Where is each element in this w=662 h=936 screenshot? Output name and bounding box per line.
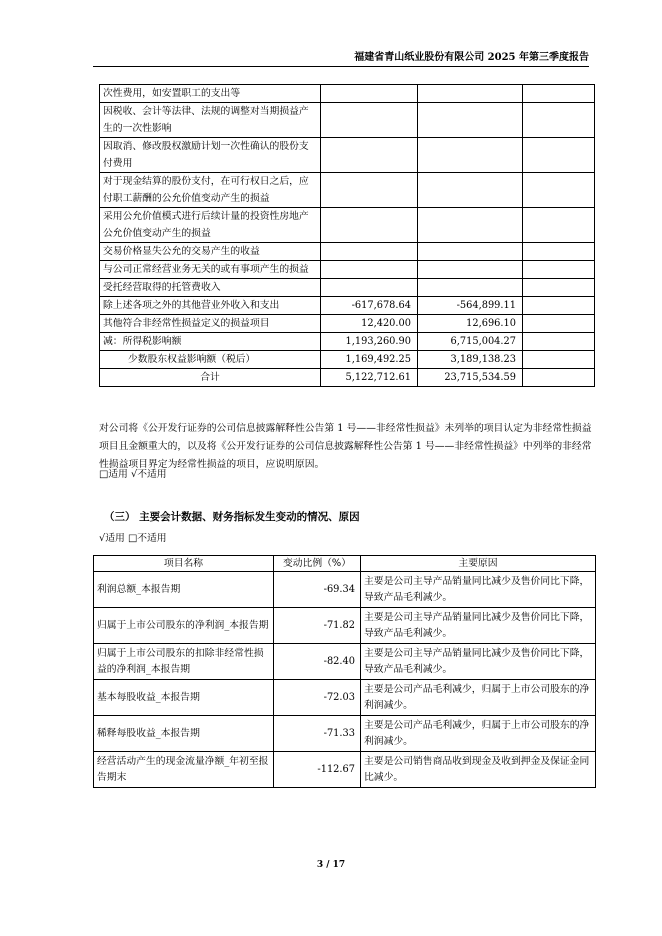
amount-cell (321, 261, 418, 279)
amount-cell (418, 138, 523, 173)
item-label: 少数股东权益影响额（税后） (100, 351, 321, 369)
indicator-name: 稀释每股收益_本报告期 (94, 716, 274, 752)
amount-cell: -564,899.11 (418, 297, 523, 315)
indicator-name: 归属于上市公司股东的扣除非经常性损益的净利润_本报告期 (94, 644, 274, 680)
amount-cell (523, 297, 595, 315)
amount-cell (418, 208, 523, 243)
amount-cell (523, 173, 595, 208)
change-analysis-table (93, 555, 596, 788)
table-row (100, 333, 595, 351)
amount-cell (418, 243, 523, 261)
table-row (100, 351, 595, 369)
amount-cell (418, 261, 523, 279)
amount-cell (523, 243, 595, 261)
table-row (94, 572, 596, 608)
amount-cell: -617,678.64 (321, 297, 418, 315)
amount-cell (418, 279, 523, 297)
column-header: 变动比例（%） (274, 556, 361, 572)
change-ratio: -71.82 (274, 608, 361, 644)
amount-cell (321, 243, 418, 261)
amount-cell (523, 369, 595, 387)
amount-cell: 12,420.00 (321, 315, 418, 333)
indicator-name: 归属于上市公司股东的净利润_本报告期 (94, 608, 274, 644)
explanatory-note: 对公司将《公开发行证券的公司信息披露解释性公告第 1 号——非经常性损益》未列举的项目认定为非经常性损益项目且金额重大的，以及将《公开发行证券的公司信息披露解释性公告第 1 号——非经常性损益》中列举的非经常性损益项目界定为经常性损益的项目，应说明原因。 (99, 423, 592, 470)
table-row (94, 608, 596, 644)
amount-cell: 1,169,492.25 (321, 351, 418, 369)
amount-cell (321, 85, 418, 103)
amount-cell (321, 103, 418, 138)
main-reason: 主要是公司主导产品销量同比减少及售价同比下降，导致产品毛利减少。 (361, 608, 596, 644)
amount-cell (523, 279, 595, 297)
main-reason: 主要是公司主导产品销量同比减少及售价同比下降，导致产品毛利减少。 (361, 572, 596, 608)
change-ratio: -112.67 (274, 752, 361, 788)
amount-cell (523, 103, 595, 138)
table-row (100, 243, 595, 261)
table-row (100, 315, 595, 333)
column-header: 项目名称 (94, 556, 274, 572)
table-row (100, 369, 595, 387)
table-row (100, 208, 595, 243)
main-reason: 主要是公司产品毛利减少，归属于上市公司股东的净利润减少。 (361, 680, 596, 716)
table-row (100, 261, 595, 279)
amount-cell: 5,122,712.61 (321, 369, 418, 387)
amount-cell (523, 85, 595, 103)
table-row (94, 680, 596, 716)
table-header-row (94, 556, 596, 572)
amount-cell (523, 351, 595, 369)
item-label: 其他符合非经常性损益定义的损益项目 (100, 315, 321, 333)
applicable-checkbox-line: √适用 □不适用 (99, 533, 167, 544)
table-row (100, 279, 595, 297)
table-row (100, 85, 595, 103)
amount-cell (523, 315, 595, 333)
item-label: 受托经营取得的托管费收入 (100, 279, 321, 297)
amount-cell (321, 138, 418, 173)
amount-cell: 12,696.10 (418, 315, 523, 333)
amount-cell (321, 173, 418, 208)
table-row (100, 103, 595, 138)
section-title: （三） 主要会计数据、财务指标发生变动的情况、原因 (104, 511, 360, 523)
table-row (100, 297, 595, 315)
page-header: 福建省青山纸业股份有限公司 2025 年第三季度报告 (93, 48, 589, 67)
indicator-name: 基本每股收益_本报告期 (94, 680, 274, 716)
page-number: 3 / 17 (316, 860, 346, 870)
amount-cell: 1,193,260.90 (321, 333, 418, 351)
amount-cell (418, 173, 523, 208)
amount-cell (523, 261, 595, 279)
table-row (94, 752, 596, 788)
change-ratio: -71.33 (274, 716, 361, 752)
item-label: 对于现金结算的股份支付，在可行权日之后，应付职工薪酬的公允价值变动产生的损益 (100, 173, 321, 208)
item-label: 除上述各项之外的其他营业外收入和支出 (100, 297, 321, 315)
amount-cell (418, 103, 523, 138)
item-label: 与公司正常经营业务无关的或有事项产生的损益 (100, 261, 321, 279)
change-ratio: -82.40 (274, 644, 361, 680)
column-header: 主要原因 (361, 556, 596, 572)
amount-cell (321, 279, 418, 297)
amount-cell (418, 85, 523, 103)
item-label: 次性费用，如安置职工的支出等 (100, 85, 321, 103)
amount-cell (321, 208, 418, 243)
amount-cell (523, 333, 595, 351)
indicator-name: 经营活动产生的现金流量净额_年初至报告期末 (94, 752, 274, 788)
change-ratio: -69.34 (274, 572, 361, 608)
amount-cell: 6,715,004.27 (418, 333, 523, 351)
indicator-name: 利润总额_本报告期 (94, 572, 274, 608)
table-row (100, 138, 595, 173)
item-label: 合计 (100, 369, 321, 387)
main-reason: 主要是公司产品毛利减少，归属于上市公司股东的净利润减少。 (361, 716, 596, 752)
amount-cell (523, 138, 595, 173)
item-label: 因税收、会计等法律、法规的调整对当期损益产生的一次性影响 (100, 103, 321, 138)
non-recurring-items-table (99, 84, 595, 387)
amount-cell: 3,189,138.23 (418, 351, 523, 369)
main-reason: 主要是公司销售商品收到现金及收到押金及保证金同比减少。 (361, 752, 596, 788)
item-label: 交易价格显失公允的交易产生的收益 (100, 243, 321, 261)
amount-cell (523, 208, 595, 243)
change-ratio: -72.03 (274, 680, 361, 716)
main-reason: 主要是公司主导产品销量同比减少及售价同比下降，导致产品毛利减少。 (361, 644, 596, 680)
item-label: 因取消、修改股权激励计划一次性确认的股份支付费用 (100, 138, 321, 173)
table-row (94, 716, 596, 752)
table-row (100, 173, 595, 208)
item-label: 采用公允价值模式进行后续计量的投资性房地产公允价值变动产生的损益 (100, 208, 321, 243)
amount-cell: 23,715,534.59 (418, 369, 523, 387)
item-label: 减：所得税影响额 (100, 333, 321, 351)
not-applicable-checkbox-line: □适用 √不适用 (99, 469, 167, 480)
table-row (94, 644, 596, 680)
